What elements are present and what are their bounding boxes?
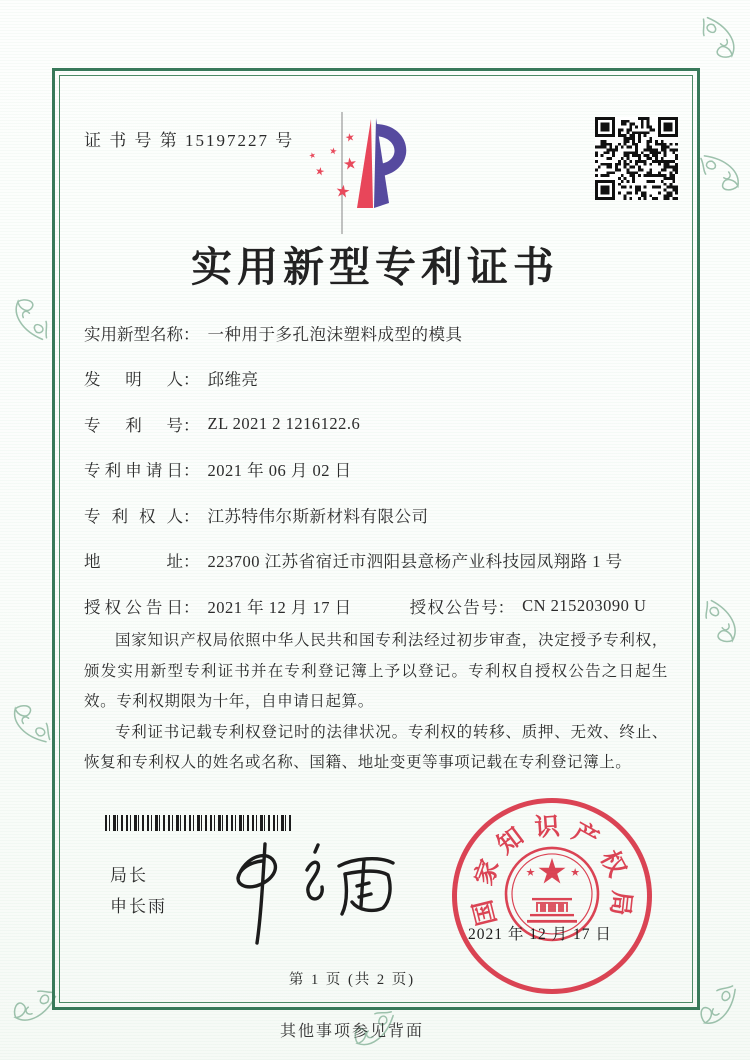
border-ornament-left-lower [4, 698, 54, 748]
logo-star-icon: ★ [328, 146, 338, 158]
logo-star-icon: ★ [333, 181, 352, 203]
patentee-value: 江苏特伟尔斯新材料有限公司 [207, 506, 429, 526]
address-value: 223700 江苏省宿迁市泗阳县意杨产业科技园凤翔路 1 号 [207, 552, 623, 572]
legal-text [84, 626, 668, 779]
logo-red-wedge [357, 119, 373, 208]
field-patent-number: 专利号 ： ZL 2021 2 1216122.6 [84, 413, 361, 435]
inventor-value: 邱维亮 [207, 370, 259, 390]
field-filing-date: 专利申请日 ： 2021 年 06 月 02 日 [84, 447, 674, 493]
logo-star-icon: ★ [343, 130, 357, 145]
legal-paragraph-2: 专利证书记载专利权登记时的法律状况。专利权的转移、质押、无效、终止、恢复和专利权人的姓名或名称、国籍、地址变更等事项记载在专利登记簿上。 [84, 723, 668, 771]
commissioner-title: 局长 [110, 866, 148, 885]
logo-star-icon: ★ [341, 153, 359, 174]
filing-date-value: 2021 年 06 月 02 日 [207, 461, 352, 481]
utility-model-name-value: 一种用于多孔泡沫塑料成型的模具 [207, 324, 463, 344]
border-ornament-top-right [696, 14, 746, 64]
border-ornament-right-upper [696, 146, 749, 199]
certificate-fields [84, 310, 674, 629]
page-indicator: 第 1 页 (共 2 页) [288, 972, 416, 988]
footer-note: 其他事项参见背面 [279, 1023, 424, 1040]
grant-date-value: 2021 年 12 月 17 日 [207, 597, 352, 617]
barcode [105, 815, 291, 831]
seal-arc-text: 国 家 知 识 产 权 局 [469, 813, 635, 928]
field-patentee: 专利权人 ： 江苏特伟尔斯新材料有限公司 [84, 492, 674, 538]
seal-date: 2021 年 12 月 17 日 [468, 926, 612, 943]
field-address: 地址 ： 223700 江苏省宿迁市泗阳县意杨产业科技园凤翔路 1 号 [84, 538, 674, 584]
commissioner-block [110, 860, 167, 922]
field-grant-date: 授权公告日 ： 2021 年 12 月 17 日 授权公告号 ： CN 215203090 U [84, 595, 647, 617]
logo-star-icon: ★ [307, 150, 318, 161]
patent-number-value: ZL 2021 2 1216122.6 [207, 413, 361, 433]
commissioner-signature [212, 838, 412, 948]
official-seal [452, 798, 652, 994]
commissioner-name: 申长雨 [110, 897, 167, 916]
field-grant-number: 授权公告号 ： CN 215203090 U [409, 595, 647, 617]
legal-paragraph-1: 国家知识产权局依照中华人民共和国专利法经过初步审查，决定授予专利权，颁发实用新型专利证书并在专利登记簿上予以登记。专利权自授权公告之日起生效。专利权期限为十年，自申请日起算。 [84, 632, 668, 710]
border-ornament-left-upper [4, 293, 54, 343]
certificate-number: 证 书 号 第 15197227 号 [84, 131, 295, 150]
certificate-title: 实用新型专利证书 [191, 244, 559, 290]
logo-star-icon: ★ [313, 164, 327, 179]
field-inventor: 发明人 ： 邱维亮 [84, 356, 674, 402]
grant-number-value: CN 215203090 U [522, 595, 647, 615]
border-ornament-right-lower [696, 596, 749, 649]
qr-code [595, 117, 678, 200]
field-utility-model-name: 实用新型名称 ： 一种用于多孔泡沫塑料成型的模具 [84, 310, 674, 356]
cnipa-patent-logo [305, 110, 445, 236]
